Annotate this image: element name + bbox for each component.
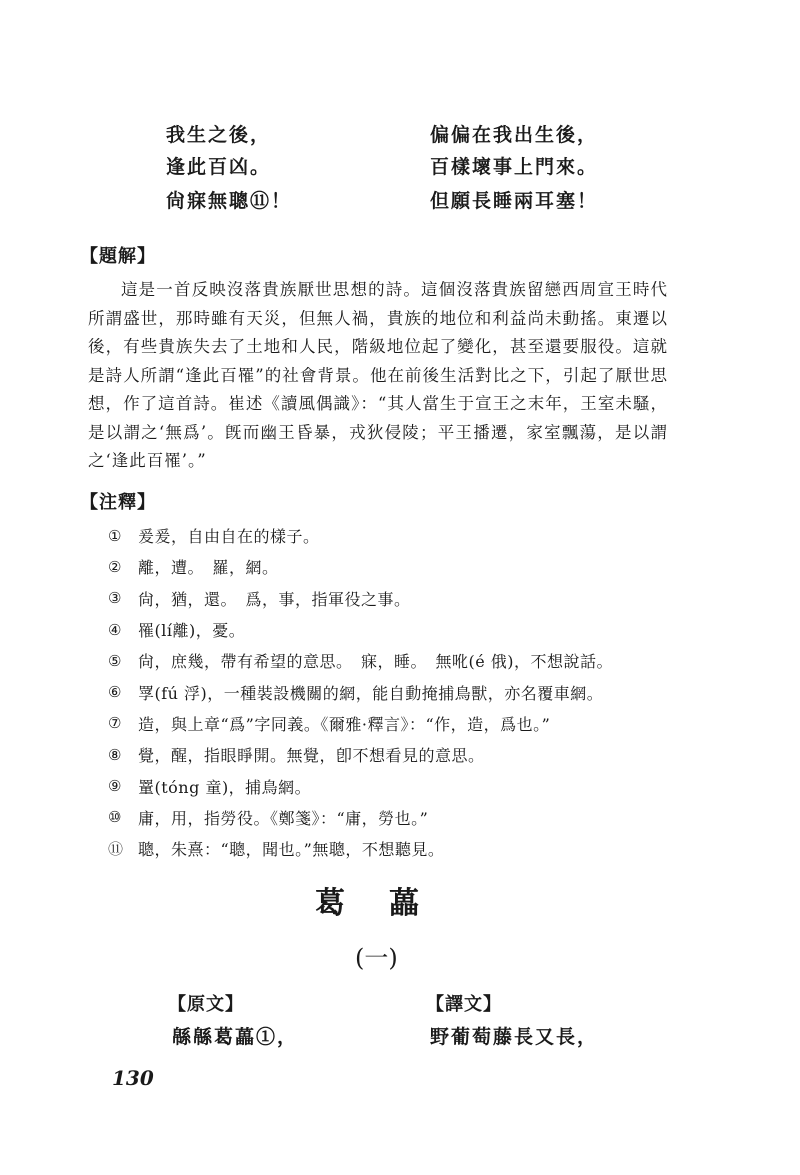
page-number: 130: [112, 1066, 154, 1090]
note-text: 離，遭。 羅，網。: [138, 558, 279, 578]
note-marker: ⑪: [108, 840, 124, 859]
poem-original-line: 我生之後，: [166, 124, 272, 146]
note-text: 庸，用，指勞役。《鄭箋》：“庸，勞也。”: [138, 808, 429, 828]
note-item: [108, 708, 708, 739]
note-text: 尙，庶幾，帶有希望的意思。 寐，睡。 無吪(é 俄)，不想說話。: [138, 652, 614, 672]
note-text: 爰爰，自由自在的樣子。: [138, 527, 320, 547]
note-item: [108, 645, 708, 676]
poem-original-line: 尙寐無聰⑪！: [166, 190, 293, 212]
note-marker: ⑧: [108, 745, 122, 764]
poem-section-number: (一): [355, 944, 398, 972]
note-item: [108, 520, 708, 551]
next-poem-original-line: 緜緜葛藟①，: [172, 1026, 299, 1048]
note-item: [108, 583, 708, 614]
note-marker: ③: [108, 589, 122, 608]
note-item: [108, 770, 708, 801]
original-text-label: 【原文】: [168, 994, 244, 1015]
note-marker: ⑦: [108, 714, 122, 733]
note-text: 罹(lí離)，憂。: [138, 621, 246, 641]
tijie-paragraph: 這是一首反映沒落貴族厭世思想的詩。這個沒落貴族留戀西周宣王時代所謂盛世，那時雖有天災，但無人禍，貴族的地位和利益尚未動搖。東遷以後，有些貴族失去了土地和人民，階級地位起了變化，甚至還要服役。這就是詩人所謂“逢此百罹”的社會背景。他在前後生活對比之下，引起了厭世思想，作了這首詩。崔述《讀風偶識》：“其人當生于宣王之末年，王室未騷，是以謂之‘無爲’。旣而幽王昏暴，戎狄侵陵；平王播遷，家室飄蕩，是以謂之‘逢此百罹’。”: [88, 280, 668, 470]
note-item: [108, 551, 708, 582]
note-text: 尙，猶，還。 爲，事，指軍役之事。: [138, 589, 411, 609]
zhushi-heading: 【注釋】: [80, 492, 156, 513]
note-marker: ⑩: [108, 808, 122, 827]
tijie-heading: 【題解】: [80, 246, 156, 267]
note-item: [108, 833, 708, 864]
note-text: 罿(tóng 童)，捕鳥網。: [138, 777, 312, 797]
note-text: 覺，醒，指眼睜開。無覺，卽不想看見的意思。: [138, 746, 485, 766]
poem-original-line: 逢此百凶。: [166, 156, 272, 178]
note-marker: ①: [108, 526, 122, 545]
next-poem-translation-line: 野葡萄藤長又長，: [430, 1026, 599, 1048]
notes-list: [108, 520, 708, 864]
note-marker: ⑥: [108, 683, 122, 702]
note-text: 聰，朱熹：“聰，聞也。”無聰，不想聽見。: [138, 840, 445, 860]
note-marker: ②: [108, 557, 122, 576]
note-text: 罦(fú 浮)，一種裝設機關的網，能自動掩捕鳥獸，亦名覆車網。: [138, 683, 604, 703]
note-marker: ⑤: [108, 651, 122, 670]
note-marker: ④: [108, 620, 122, 639]
translation-text-label: 【譯文】: [426, 994, 502, 1015]
poem-translation-line: 偏偏在我出生後，: [430, 124, 599, 146]
note-item: [108, 739, 708, 770]
note-item: [108, 676, 708, 707]
note-marker: ⑨: [108, 777, 122, 796]
note-text: 造，與上章“爲”字同義。《爾雅·釋言》：“作，造，爲也。”: [138, 714, 551, 734]
poem-title: 葛藟: [315, 886, 463, 921]
note-item: [108, 614, 708, 645]
poem-translation-line: 百樣壞事上門來。: [430, 156, 599, 178]
note-item: [108, 802, 708, 833]
poem-translation-line: 但願長睡兩耳塞！: [430, 190, 599, 212]
